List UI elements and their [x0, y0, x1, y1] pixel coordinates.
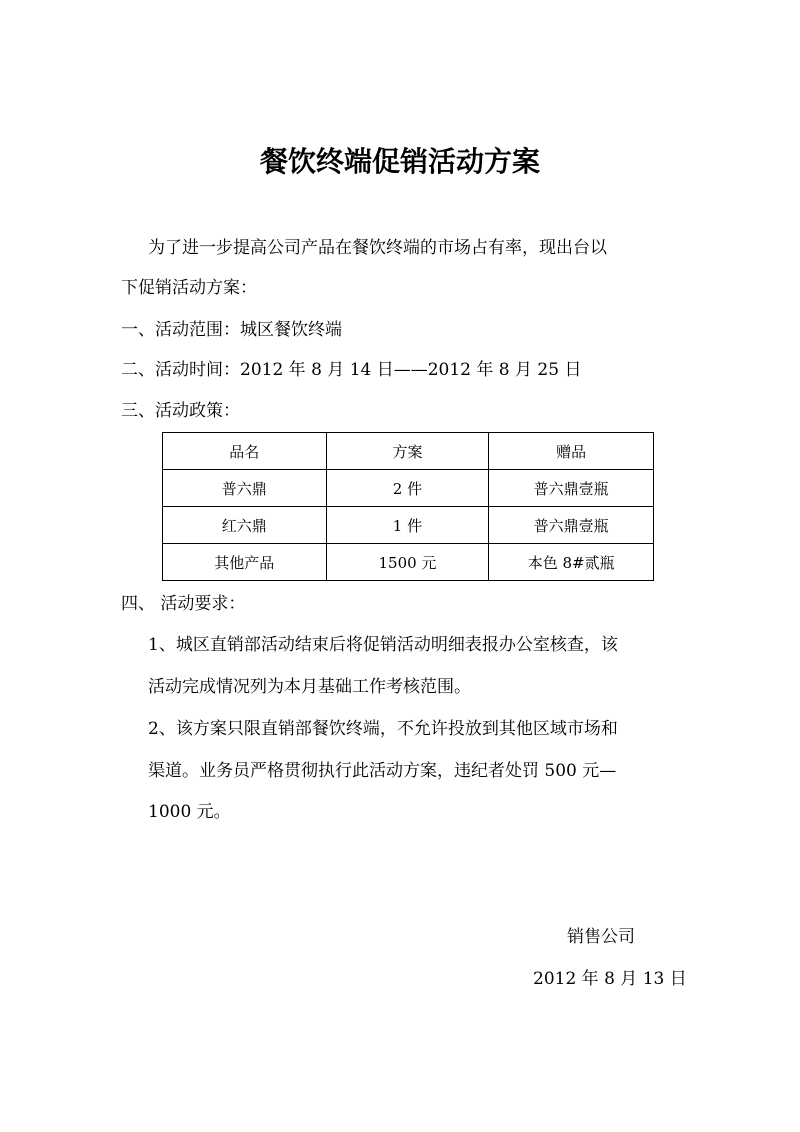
section-scope: 一、活动范围：城区餐饮终端	[121, 320, 342, 340]
requirement-1-line-1: 1、城区直销部活动结束后将促销活动明细表报办公室核查，该	[148, 635, 618, 655]
table-cell: 普六鼎	[163, 470, 327, 507]
table-cell: 1 件	[326, 507, 489, 544]
requirement-2-line-3: 1000 元。	[148, 802, 231, 822]
table-cell: 本色 8#贰瓶	[489, 544, 654, 581]
intro-line-1: 为了进一步提高公司产品在餐饮终端的市场占有率，现出台以	[148, 238, 607, 258]
table-header-cell: 赠品	[489, 433, 654, 470]
table-cell: 2 件	[326, 470, 489, 507]
section-requirements: 四、 活动要求：	[121, 594, 246, 614]
table-cell: 1500 元	[326, 544, 489, 581]
table-cell: 其他产品	[163, 544, 327, 581]
requirement-2-line-1: 2、该方案只限直销部餐饮终端，不允许投放到其他区域市场和	[148, 719, 618, 739]
table-cell: 红六鼎	[163, 507, 327, 544]
section-time: 二、活动时间：2012 年 8 月 14 日——2012 年 8 月 25 日	[121, 360, 582, 380]
intro-line-2: 下促销活动方案：	[121, 278, 257, 298]
policy-table	[162, 432, 654, 581]
section-policy: 三、活动政策：	[121, 401, 240, 421]
requirement-1-line-2: 活动完成情况列为本月基础工作考核范围。	[148, 677, 471, 697]
page-title: 餐饮终端促销活动方案	[259, 145, 540, 178]
table-cell: 普六鼎壹瓶	[489, 507, 654, 544]
table-header-row	[163, 433, 654, 470]
signature-date: 2012 年 8 月 13 日	[533, 969, 687, 989]
table-header-cell: 品名	[163, 433, 327, 470]
table-row	[163, 470, 654, 507]
table-row	[163, 507, 654, 544]
table-row	[163, 544, 654, 581]
signature-company: 销售公司	[567, 927, 635, 947]
table-header-cell: 方案	[326, 433, 489, 470]
requirement-2-line-2: 渠道。业务员严格贯彻执行此活动方案，违纪者处罚 500 元—	[148, 761, 617, 781]
table-cell: 普六鼎壹瓶	[489, 470, 654, 507]
